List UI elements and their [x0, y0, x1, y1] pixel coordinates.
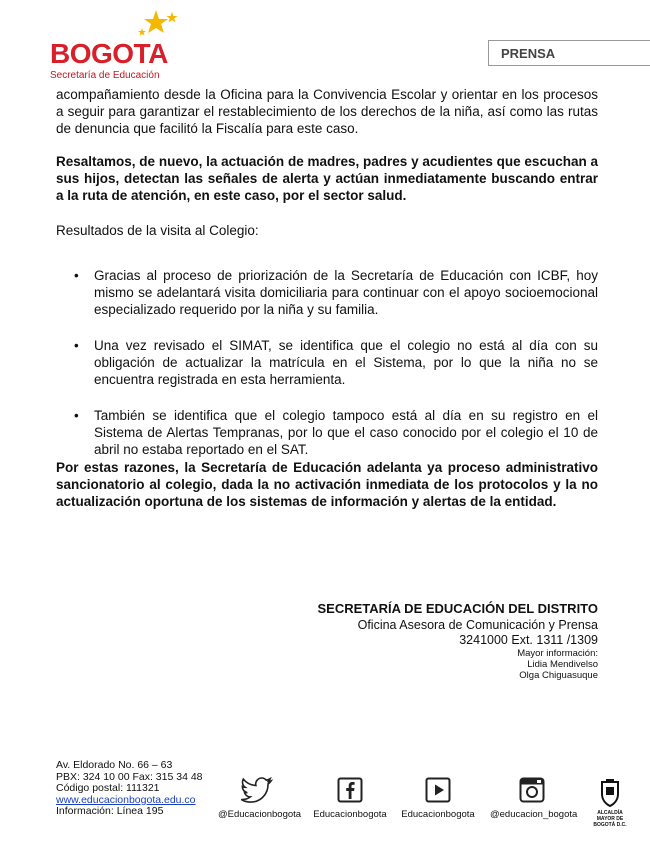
alcaldia-logo [592, 778, 628, 828]
youtube-handle: Educacionbogota [401, 809, 475, 820]
instagram-icon [490, 775, 574, 805]
signature-org: SECRETARÍA DE EDUCACIÓN DEL DISTRITO [317, 601, 598, 616]
instagram-handle: @educacion_bogota [490, 809, 578, 820]
twitter-handle: @Educacionbogota [218, 809, 302, 820]
facebook-handle: Educacionbogota [313, 809, 387, 820]
coat-of-arms-icon [598, 778, 622, 808]
highlight-paragraph: Resaltamos, de nuevo, la actuación de madres, padres y acudientes que escuchan a sus hijos, detectan las señales de alerta y actúan inmediatamente buscando entrar a la ruta de atención, en este caso, por el sector salud. [56, 154, 598, 203]
results-list [56, 267, 598, 477]
facebook-icon [312, 775, 388, 805]
conclusion-paragraph: Por estas razones, la Secretaría de Educación adelanta ya proceso administrativo sancionatorio al colegio, dada la no activación inmediata de los protocolos y la no actualización oportuna de los sistemas de información y alertas de la entidad. [56, 460, 598, 509]
intro-paragraph: acompañamiento desde la Oficina para la Convivencia Escolar y orientar en los procesos a seguir para garantizar el restablecimiento de los derechos de la niña, así como las rutas de denuncia que facilitó la Fiscalía para este caso. [56, 87, 598, 136]
logo-subtitle: Secretaría de Educación [50, 70, 160, 81]
bogota-logo [48, 8, 188, 80]
youtube-icon [400, 775, 476, 805]
footer-contact-info [56, 760, 203, 818]
list-item: • También se identifica que el colegio tampoco está al día en su registro en el Sistema de Alertas Tempranas, por lo que el caso conocido por el colegio el 10 de abril no estaba reportado en el SAT. [56, 407, 598, 458]
alcaldia-label: ALCALDÍA MAYOR DE BOGOTÁ D.C. [593, 810, 627, 828]
list-item: • Una vez revisado el SIMAT, se identifica que el colegio no está al día con su obligación de actualizar la matrícula en el Sistema, por lo que la niña no se encuentra registrada en esta herramienta. [56, 337, 598, 388]
footer-info-line: Información: Línea 195 [56, 805, 164, 817]
signature-office: Oficina Asesora de Comunicación y Prensa [357, 618, 598, 632]
social-instagram[interactable] [490, 775, 578, 820]
footer-postal: Código postal: 111321 [56, 782, 160, 794]
list-item: • Gracias al proceso de priorización de la Secretaría de Educación con ICBF, hoy mismo se adelantará visita domiciliaria para continuar con el apoyo socioemocional especializado requerido por la niña y su familia. [56, 267, 598, 318]
contact-name: Olga Chiguasuque [519, 670, 598, 681]
more-info-label: Mayor información: [517, 648, 598, 659]
contact-name: Lidia Mendivelso [527, 659, 598, 670]
logo-wordmark: BOGOTA [50, 38, 168, 69]
social-youtube[interactable] [400, 775, 476, 820]
footer-pbx: PBX: 324 10 00 Fax: 315 34 48 [56, 770, 203, 783]
press-label: PRENSA [488, 40, 650, 66]
results-heading: Resultados de la visita al Colegio: [56, 223, 259, 238]
twitter-icon [218, 775, 294, 805]
social-twitter[interactable] [218, 775, 302, 820]
social-facebook[interactable] [312, 775, 388, 820]
signature-phone: 3241000 Ext. 1311 /1309 [459, 633, 598, 647]
footer-address: Av. Eldorado No. 66 – 63 [56, 759, 173, 771]
website-link[interactable]: www.educacionbogota.edu.co [56, 793, 196, 806]
